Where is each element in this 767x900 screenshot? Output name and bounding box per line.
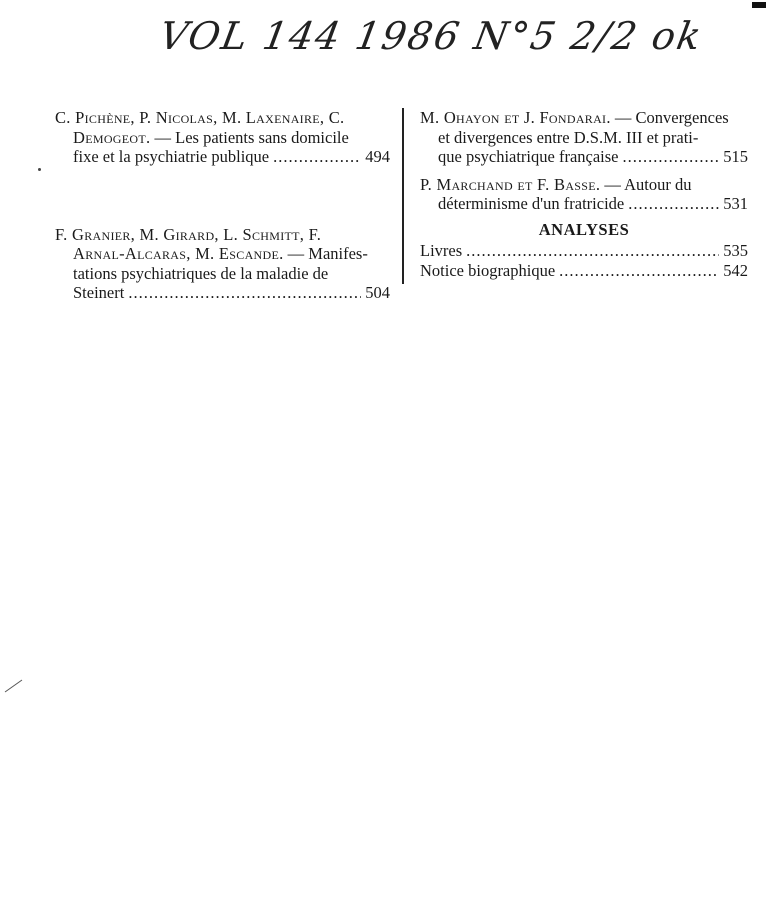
leader-dots bbox=[273, 147, 361, 167]
toc-entry bbox=[420, 241, 748, 261]
entry-title: tations psychiatriques de la maladie de bbox=[73, 263, 329, 283]
entry-title: — Manifes- bbox=[287, 244, 368, 263]
leader-dots bbox=[628, 194, 719, 214]
entry-authors-cont: Arnal-Alcaras, M. Escande. bbox=[73, 244, 284, 263]
entry-title: Notice biographique bbox=[420, 260, 556, 280]
toc-entry bbox=[55, 108, 390, 167]
entry-page: 535 bbox=[723, 241, 748, 260]
toc-entry bbox=[420, 261, 748, 281]
entry-authors: M. Ohayon et J. Fondarai. bbox=[420, 108, 611, 127]
entry-title: déterminisme d'un fratricide bbox=[438, 194, 625, 213]
entry-page: 531 bbox=[723, 194, 748, 213]
entry-authors-cont: Demogeot. bbox=[73, 127, 151, 147]
left-column bbox=[55, 108, 390, 303]
entry-authors: C. Pichène, P. Nicolas, M. Laxenaire, C. bbox=[55, 108, 345, 127]
column-divider bbox=[402, 108, 404, 284]
entry-title: Steinert bbox=[73, 283, 125, 302]
toc-entry bbox=[55, 225, 390, 303]
entry-authors: F. Granier, M. Girard, L. Schmitt, F. bbox=[55, 224, 322, 244]
entry-authors: P. Marchand et F. Basse. bbox=[420, 174, 601, 194]
entry-page: 515 bbox=[723, 147, 748, 166]
handwritten-note: VOL 144 1986 N°5 2/2 ok bbox=[156, 14, 707, 58]
entry-title: fixe et la psychiatrie publique bbox=[73, 147, 270, 166]
leader-dots bbox=[559, 261, 719, 281]
entry-title: Livres bbox=[420, 241, 463, 260]
entry-page: 494 bbox=[365, 147, 390, 166]
entry-title: que psychiatrique française bbox=[438, 147, 619, 166]
entry-page: 504 bbox=[365, 283, 390, 302]
entry-title: — Les patients sans domicile bbox=[154, 127, 349, 147]
scan-dot-mark bbox=[38, 168, 41, 171]
section-heading-analyses: ANALYSES bbox=[538, 219, 630, 239]
entry-title: — Convergences bbox=[614, 108, 729, 127]
leader-dots bbox=[623, 147, 720, 167]
leader-dots bbox=[128, 283, 361, 303]
entry-title: et divergences entre D.S.M. III et prati- bbox=[438, 127, 699, 147]
scan-corner-mark bbox=[752, 2, 766, 8]
toc-entry bbox=[420, 108, 748, 167]
leader-dots bbox=[466, 241, 719, 261]
entry-page: 542 bbox=[723, 260, 748, 280]
scan-stroke-mark bbox=[4, 678, 24, 694]
toc-entry bbox=[420, 175, 748, 214]
right-column bbox=[420, 108, 748, 280]
entry-title: — Autour du bbox=[604, 174, 692, 194]
